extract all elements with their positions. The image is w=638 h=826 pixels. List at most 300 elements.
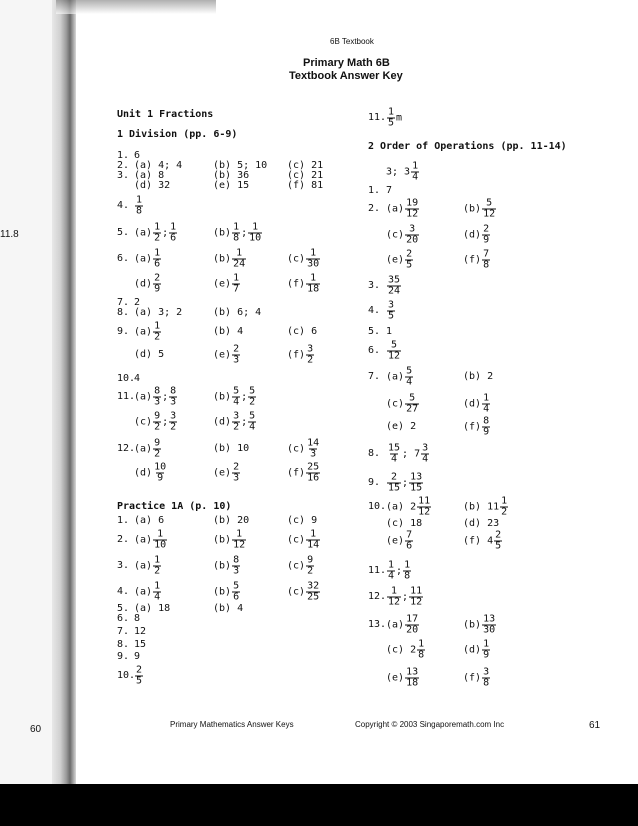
numerator: 1 bbox=[388, 559, 395, 571]
answer-text: (a) bbox=[386, 203, 405, 214]
answer-text: (c) 21 bbox=[287, 160, 324, 171]
left-page-number: 60 bbox=[30, 724, 42, 735]
answer-text: (d) bbox=[213, 416, 232, 427]
question-number: 9. bbox=[368, 477, 381, 488]
answer-separator: ; bbox=[402, 477, 409, 488]
answer-text: (e) bbox=[213, 349, 232, 360]
answer-text: (a) 2 bbox=[386, 501, 417, 512]
answer-text: (b) bbox=[463, 203, 482, 214]
denominator: 5 bbox=[388, 117, 395, 129]
numerator: 1 bbox=[391, 585, 398, 597]
answer-part bbox=[134, 322, 162, 343]
denominator: 3 bbox=[233, 472, 240, 484]
fraction bbox=[405, 668, 419, 689]
question-number: 1. bbox=[368, 185, 381, 196]
fraction bbox=[405, 531, 413, 552]
denominator: 4 bbox=[412, 171, 419, 183]
answer-part bbox=[213, 556, 241, 577]
question-number: 7. bbox=[117, 626, 130, 637]
numerator: 3 bbox=[422, 442, 429, 454]
answer-separator: ; 7 bbox=[402, 448, 421, 459]
denominator: 2 bbox=[154, 232, 161, 244]
numerator: 3 bbox=[409, 223, 416, 235]
denominator: 9 bbox=[483, 426, 490, 438]
numerator: 1 bbox=[233, 272, 240, 284]
fraction bbox=[153, 387, 161, 408]
answer-text: (f) bbox=[463, 672, 482, 683]
question-number: 7. bbox=[368, 371, 381, 382]
question-number: 1. bbox=[117, 150, 130, 161]
fraction bbox=[409, 587, 423, 608]
denominator: 5 bbox=[136, 675, 143, 687]
numerator: 5 bbox=[486, 197, 493, 209]
denominator: 24 bbox=[233, 258, 246, 270]
answer-part bbox=[386, 186, 392, 196]
answer-text: (a) bbox=[134, 391, 153, 402]
answer-part bbox=[134, 516, 164, 526]
answer-text: 7 bbox=[386, 185, 393, 196]
answer-text: (a) 18 bbox=[134, 603, 171, 614]
answer-text: (c) bbox=[287, 443, 306, 454]
numerator: 1 bbox=[157, 528, 164, 540]
fraction bbox=[482, 640, 490, 661]
answer-part bbox=[134, 412, 178, 433]
page-top-shadow bbox=[56, 0, 216, 14]
fraction bbox=[409, 473, 423, 494]
copyright: Copyright © 2003 Singaporemath.com Inc bbox=[355, 720, 505, 729]
fraction bbox=[232, 249, 246, 270]
answer-part bbox=[287, 516, 317, 526]
denominator: 15 bbox=[388, 482, 401, 494]
fraction bbox=[232, 530, 246, 551]
answer-text: (d) 32 bbox=[134, 180, 171, 191]
answer-part bbox=[463, 199, 497, 220]
answer-part bbox=[134, 530, 168, 551]
answer-part bbox=[134, 666, 144, 687]
answer-text: (f) bbox=[463, 254, 482, 265]
answer-part bbox=[386, 250, 414, 271]
answer-part bbox=[287, 439, 321, 460]
answer-part bbox=[287, 274, 321, 295]
numerator: 1 bbox=[154, 320, 161, 332]
denominator: 3 bbox=[154, 396, 161, 408]
fraction bbox=[248, 412, 256, 433]
fraction bbox=[482, 394, 490, 415]
answer-separator: ; bbox=[402, 591, 409, 602]
fraction bbox=[153, 223, 161, 244]
denominator: 9 bbox=[483, 234, 490, 246]
denominator: 20 bbox=[406, 624, 419, 636]
question-number: 1. bbox=[117, 515, 130, 526]
fraction bbox=[153, 412, 161, 433]
numerator: 8 bbox=[233, 554, 240, 566]
fraction bbox=[232, 463, 240, 484]
answer-text: 2 bbox=[134, 297, 141, 308]
denominator: 8 bbox=[136, 205, 143, 217]
page-title: Primary Math 6B bbox=[303, 57, 390, 69]
answer-separator: ; bbox=[162, 227, 169, 238]
question-number: 11. bbox=[368, 112, 387, 123]
fraction bbox=[248, 223, 262, 244]
numerator: 1 bbox=[236, 528, 243, 540]
numerator: 1 bbox=[233, 221, 240, 233]
denominator: 24 bbox=[388, 285, 401, 297]
denominator: 30 bbox=[483, 624, 496, 636]
answer-part bbox=[213, 274, 241, 295]
fraction bbox=[405, 367, 413, 388]
answer-part bbox=[287, 582, 321, 603]
denominator: 4 bbox=[233, 396, 240, 408]
unit-title: Unit 1 Fractions bbox=[117, 109, 214, 120]
denominator: 3 bbox=[170, 396, 177, 408]
numerator: 19 bbox=[406, 197, 419, 209]
fraction bbox=[135, 196, 143, 217]
answer-part bbox=[386, 422, 416, 432]
answer-part bbox=[213, 604, 243, 614]
question-number: 7. bbox=[117, 297, 130, 308]
fraction bbox=[232, 412, 240, 433]
numerator: 1 bbox=[310, 272, 317, 284]
fraction bbox=[387, 301, 395, 322]
answer-text: (b) 4 bbox=[213, 603, 244, 614]
answer-text: (b) 20 bbox=[213, 515, 250, 526]
numerator: 9 bbox=[307, 554, 314, 566]
answer-text: (e) bbox=[386, 254, 405, 265]
numerator: 1 bbox=[483, 392, 490, 404]
answer-part bbox=[386, 301, 396, 322]
answer-part bbox=[386, 473, 424, 494]
numerator: 1 bbox=[412, 160, 419, 172]
answer-text: (f) 81 bbox=[287, 180, 324, 191]
question-number: 11. bbox=[368, 565, 387, 576]
fraction bbox=[387, 473, 401, 494]
answer-part bbox=[134, 652, 140, 662]
question-number: 3. bbox=[117, 560, 130, 571]
question-number: 6. bbox=[117, 253, 130, 264]
fraction bbox=[169, 223, 177, 244]
margin-note: 11.8 bbox=[0, 229, 19, 240]
question-number: 6. bbox=[117, 613, 130, 624]
question-number: 13. bbox=[368, 619, 387, 630]
fraction bbox=[153, 249, 161, 270]
answer-part bbox=[134, 249, 162, 270]
numerator: 1 bbox=[310, 247, 317, 259]
numerator: 7 bbox=[406, 529, 413, 541]
answer-part bbox=[213, 308, 261, 318]
question-number: 10. bbox=[368, 501, 387, 512]
answer-part bbox=[386, 497, 432, 518]
answer-part bbox=[134, 308, 182, 318]
answer-text: (c) 21 bbox=[287, 170, 324, 181]
fraction bbox=[153, 463, 167, 484]
denominator: 4 bbox=[249, 421, 256, 433]
denominator: 8 bbox=[483, 259, 490, 271]
denominator: 12 bbox=[388, 596, 401, 608]
answer-part bbox=[287, 345, 315, 366]
fraction bbox=[403, 561, 411, 582]
fraction bbox=[387, 587, 401, 608]
answer-text: (b) bbox=[213, 560, 232, 571]
answer-text: (a) bbox=[134, 560, 153, 571]
answer-part bbox=[287, 530, 321, 551]
answer-part bbox=[134, 196, 144, 217]
answer-part bbox=[386, 367, 414, 388]
denominator: 9 bbox=[154, 283, 161, 295]
numerator: 2 bbox=[154, 272, 161, 284]
denominator: 6 bbox=[233, 591, 240, 603]
numerator: 1 bbox=[310, 528, 317, 540]
answer-text: 15 bbox=[134, 639, 147, 650]
question-number: 8. bbox=[117, 639, 130, 650]
denominator: 12 bbox=[410, 596, 423, 608]
denominator: 5 bbox=[495, 540, 502, 552]
answer-text: (a) bbox=[134, 253, 153, 264]
question-number: 5. bbox=[117, 603, 130, 614]
numerator: 2 bbox=[136, 664, 143, 676]
numerator: 3 bbox=[483, 666, 490, 678]
answer-separator: ; bbox=[241, 391, 248, 402]
answer-part bbox=[463, 668, 491, 689]
fraction bbox=[153, 556, 161, 577]
fraction bbox=[387, 108, 395, 129]
numerator: 1 bbox=[154, 221, 161, 233]
answer-text: (d) bbox=[134, 467, 153, 478]
fraction bbox=[387, 444, 401, 465]
fraction bbox=[482, 668, 490, 689]
denominator: 9 bbox=[483, 649, 490, 661]
answer-text: (c) bbox=[287, 253, 306, 264]
answer-part bbox=[213, 463, 241, 484]
numerator: 9 bbox=[154, 410, 161, 422]
answer-part bbox=[463, 225, 491, 246]
answer-part bbox=[386, 108, 402, 129]
fraction bbox=[232, 387, 240, 408]
denominator: 3 bbox=[233, 565, 240, 577]
answer-part bbox=[386, 561, 412, 582]
denominator: 8 bbox=[404, 570, 411, 582]
answer-part bbox=[134, 350, 164, 360]
question-number: 2. bbox=[368, 203, 381, 214]
question-number: 6. bbox=[368, 345, 381, 356]
answer-text: (b) bbox=[213, 586, 232, 597]
answer-text: (c) 2 bbox=[386, 644, 417, 655]
question-number: 12. bbox=[368, 591, 387, 602]
fraction bbox=[500, 497, 508, 518]
answer-text: (f) 4 bbox=[463, 535, 494, 546]
numerator: 1 bbox=[404, 559, 411, 571]
denominator: 4 bbox=[406, 376, 413, 388]
answer-text: (b) bbox=[213, 227, 232, 238]
answer-text: (e) bbox=[213, 278, 232, 289]
book-gutter-shadow bbox=[52, 0, 76, 784]
answer-part bbox=[134, 556, 162, 577]
answer-text: (b) bbox=[213, 253, 232, 264]
answer-part bbox=[386, 531, 414, 552]
answer-text: 1 bbox=[386, 326, 393, 337]
fraction bbox=[387, 341, 401, 362]
answer-part bbox=[213, 516, 249, 526]
answer-part bbox=[134, 582, 162, 603]
fraction bbox=[417, 497, 431, 518]
answer-text: (e) 15 bbox=[213, 180, 250, 191]
denominator: 27 bbox=[406, 403, 419, 415]
answer-part bbox=[463, 250, 491, 271]
denominator: 8 bbox=[418, 649, 425, 661]
answer-text: (e) 2 bbox=[386, 421, 417, 432]
answer-part bbox=[213, 444, 249, 454]
answer-separator: ; bbox=[162, 416, 169, 427]
answer-part bbox=[386, 615, 420, 636]
answer-text: (b) bbox=[463, 619, 482, 630]
answer-part bbox=[287, 181, 323, 191]
answer-text: (e) bbox=[386, 672, 405, 683]
scan-bottom-border bbox=[0, 784, 638, 826]
fraction bbox=[153, 530, 167, 551]
denominator: 2 bbox=[154, 448, 161, 460]
answer-part bbox=[463, 394, 491, 415]
answer-text: (c) bbox=[287, 534, 306, 545]
numerator: 5 bbox=[406, 365, 413, 377]
answer-text: (f) bbox=[287, 467, 306, 478]
answer-text: (c) 18 bbox=[386, 518, 423, 529]
answer-part bbox=[213, 249, 247, 270]
answer-part bbox=[213, 345, 241, 366]
fraction bbox=[306, 345, 314, 366]
answer-separator: ; bbox=[396, 565, 403, 576]
denominator: 2 bbox=[154, 565, 161, 577]
fraction bbox=[306, 439, 320, 460]
denominator: 2 bbox=[307, 354, 314, 366]
numerator: 35 bbox=[388, 274, 401, 286]
answer-part bbox=[134, 223, 178, 244]
denominator: 4 bbox=[154, 591, 161, 603]
fraction bbox=[387, 561, 395, 582]
numerator: 2 bbox=[483, 223, 490, 235]
answer-text: (a) 3; 2 bbox=[134, 307, 183, 318]
denominator: 9 bbox=[157, 472, 164, 484]
numerator: 3 bbox=[170, 410, 177, 422]
answer-text: (f) bbox=[287, 349, 306, 360]
answer-text: (c) bbox=[386, 229, 405, 240]
fraction bbox=[306, 249, 320, 270]
answer-part bbox=[213, 387, 257, 408]
running-head: 6B Textbook bbox=[330, 37, 374, 46]
fraction bbox=[405, 615, 419, 636]
denominator: 2 bbox=[307, 565, 314, 577]
answer-text: (a) bbox=[134, 534, 153, 545]
answer-part bbox=[463, 497, 509, 518]
fraction bbox=[421, 444, 429, 465]
answer-text: (a) bbox=[134, 227, 153, 238]
answer-text: (a) bbox=[134, 326, 153, 337]
answer-text: (c) 6 bbox=[287, 326, 318, 337]
answer-part bbox=[287, 556, 315, 577]
numerator: 15 bbox=[388, 442, 401, 454]
answer-text: (b) 4 bbox=[213, 326, 244, 337]
fraction bbox=[232, 582, 240, 603]
denominator: 6 bbox=[170, 232, 177, 244]
denominator: 6 bbox=[406, 540, 413, 552]
numerator: 1 bbox=[252, 221, 259, 233]
fraction bbox=[482, 615, 496, 636]
question-number: 10. bbox=[117, 670, 136, 681]
answer-part bbox=[386, 341, 402, 362]
fraction bbox=[232, 274, 240, 295]
fraction bbox=[232, 223, 240, 244]
denominator: 2 bbox=[170, 421, 177, 433]
numerator: 8 bbox=[170, 385, 177, 397]
numerator: 25 bbox=[307, 461, 320, 473]
numerator: 32 bbox=[307, 580, 320, 592]
answer-text: (e) bbox=[213, 467, 232, 478]
answer-text: (c) bbox=[287, 560, 306, 571]
question-number: 8. bbox=[368, 448, 381, 459]
answer-part bbox=[386, 519, 422, 529]
answer-part bbox=[213, 412, 257, 433]
answer-separator: ; bbox=[241, 416, 248, 427]
numerator: 5 bbox=[249, 410, 256, 422]
fraction bbox=[405, 250, 413, 271]
answer-text: (f) bbox=[463, 421, 482, 432]
numerator: 2 bbox=[233, 343, 240, 355]
answer-text: (b) 6; 4 bbox=[213, 307, 262, 318]
denominator: 5 bbox=[388, 310, 395, 322]
numerator: 1 bbox=[154, 554, 161, 566]
denominator: 18 bbox=[307, 283, 320, 295]
fraction bbox=[153, 582, 161, 603]
page-subtitle: Textbook Answer Key bbox=[289, 70, 403, 82]
denominator: 14 bbox=[307, 539, 320, 551]
answer-text: (d) 23 bbox=[463, 518, 500, 529]
denominator: 7 bbox=[233, 283, 240, 295]
question-number: 4. bbox=[368, 305, 381, 316]
answer-part bbox=[386, 640, 426, 661]
question-number: 10. bbox=[117, 373, 136, 384]
fraction bbox=[232, 345, 240, 366]
answer-text: (d) bbox=[463, 398, 482, 409]
fraction bbox=[411, 162, 419, 183]
question-number: 5. bbox=[368, 326, 381, 337]
answer-part bbox=[386, 444, 430, 465]
answer-text: (e) bbox=[386, 535, 405, 546]
numerator: 10 bbox=[154, 461, 167, 473]
answer-part bbox=[386, 394, 420, 415]
denominator: 4 bbox=[388, 570, 395, 582]
question-number: 9. bbox=[117, 326, 130, 337]
fraction bbox=[387, 276, 401, 297]
answer-text: (b) 10 bbox=[213, 443, 250, 454]
numerator: 1 bbox=[136, 194, 143, 206]
answer-part bbox=[386, 162, 420, 183]
answer-part bbox=[213, 327, 243, 337]
denominator: 2 bbox=[154, 331, 161, 343]
section-title-order-of-operations: 2 Order of Operations (pp. 11-14) bbox=[368, 141, 567, 152]
fraction bbox=[306, 463, 320, 484]
denominator: 2 bbox=[249, 396, 256, 408]
answer-text: 12 bbox=[134, 626, 147, 637]
denominator: 12 bbox=[233, 539, 246, 551]
answer-text: (b) bbox=[213, 391, 232, 402]
question-number: 4. bbox=[117, 586, 130, 597]
answer-part bbox=[463, 417, 491, 438]
fraction bbox=[306, 274, 320, 295]
question-number: 12. bbox=[117, 443, 136, 454]
numerator: 5 bbox=[233, 385, 240, 397]
denominator: 20 bbox=[406, 234, 419, 246]
answer-part bbox=[463, 615, 497, 636]
answer-text: 8 bbox=[134, 613, 141, 624]
answer-part bbox=[134, 181, 170, 191]
